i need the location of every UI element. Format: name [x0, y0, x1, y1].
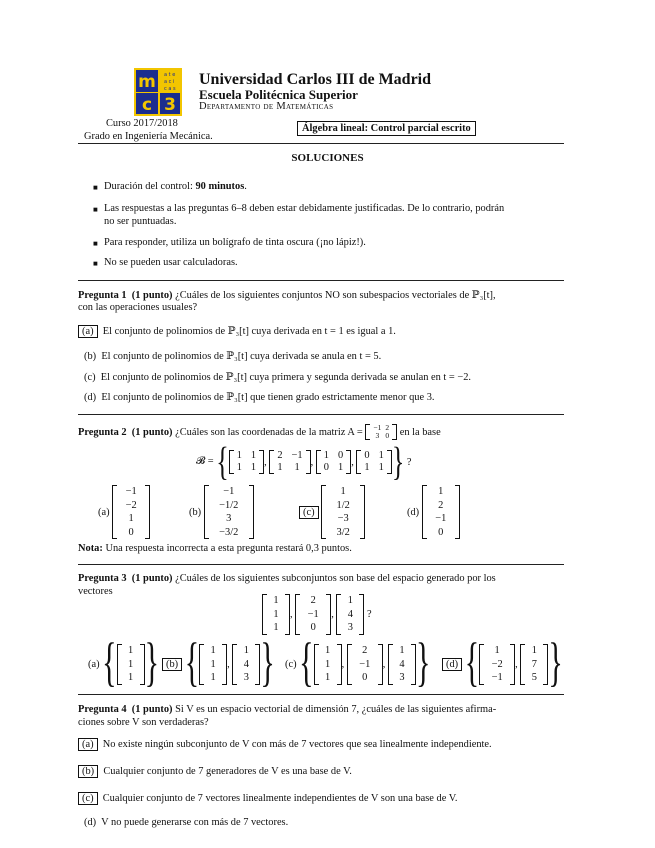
q1-option-d[interactable]: (d) El conjunto de polinomios de ℙ₃[t] que tienen grado estrictamente menor que 3. — [84, 392, 435, 403]
bullet-icon: ■ — [93, 205, 98, 214]
q4-option-a[interactable]: (a) No existe ningún subconjunto de V con más de 7 vectores que sea linealmente independiente. — [78, 739, 492, 750]
q2-option-d[interactable]: (d) 1 2 −1 0 — [407, 485, 460, 539]
school-name: Escuela Politécnica Superior — [199, 87, 358, 102]
basis-matrix: 1 0 0 1 — [316, 450, 351, 474]
q2-statement: Pregunta 2 (1 punto) ¿Cuáles son las coordenadas de la matriz A = −1 2 3 0 en la base — [78, 423, 441, 440]
q1-statement: Pregunta 1 (1 punto) ¿Cuáles de los siguientes conjuntos NO son subespacios vectoriales de ℙ₃[t], — [78, 290, 496, 301]
university-name: Universidad Carlos III de Madrid — [199, 71, 432, 88]
basis-matrix: 1 1 1 1 — [229, 450, 264, 474]
q1-statement-cont: con las operaciones usuales? — [78, 302, 198, 313]
basis-matrix: 2 −1 1 1 — [269, 450, 310, 474]
q4-option-b[interactable]: (b) Cualquier conjunto de 7 generadores de V es una base de V. — [78, 766, 352, 777]
bullet-icon: ■ — [93, 239, 98, 248]
q3-statement-cont: vectores — [78, 586, 113, 597]
matrix-A: −1 2 3 0 — [365, 424, 397, 440]
q3-option-c[interactable]: (c) { 1 1 1 , 2 −1 0 , 1 4 3 } — [285, 633, 431, 694]
basis-matrix: 0 1 1 1 — [356, 450, 391, 474]
q2-option-c[interactable]: (c) 1 1/2 −3 3/2 — [299, 485, 365, 539]
instruction-pen: Para responder, utiliza un bolígrafo de tinta oscura (¡no lápiz!). — [104, 237, 366, 248]
q3-option-a[interactable]: (a) { 1 1 1 } — [88, 633, 159, 694]
degree-name: Grado en Ingeniería Mecánica. — [84, 131, 213, 142]
q1-option-b[interactable]: (b) El conjunto de polinomios de ℙ₃[t] cuya derivada se anula en t = 5. — [84, 351, 382, 362]
q4-statement: Pregunta 4 (1 punto) Si V es un espacio vectorial de dimensión 7, ¿cuáles de las siguientes afirma- — [78, 704, 497, 715]
bullet-icon: ■ — [93, 259, 98, 268]
instruction-duration: Duración del control: 90 minutos. — [104, 181, 247, 192]
q4-option-c[interactable]: (c) Cualquier conjunto de 7 vectores linealmente independientes de V son una base de V. — [78, 793, 457, 804]
q2-divider — [78, 414, 564, 415]
svg-text:a t e: a t e — [164, 72, 176, 78]
q3-option-d[interactable]: (d) { 1 −2 −1 , 1 7 5 } — [442, 644, 563, 685]
q4-option-d[interactable]: (d) V no puede generarse con más de 7 vectores. — [84, 817, 289, 828]
svg-text:3: 3 — [164, 95, 176, 115]
q4-divider — [78, 694, 564, 695]
q1-option-c[interactable]: (c) El conjunto de polinomios de ℙ₃[t] cuya primera y segunda derivada se anulan en t = −2. — [84, 372, 472, 383]
q3-statement: Pregunta 3 (1 punto) ¿Cuáles de los siguientes subconjuntos son base del espacio generado por los — [78, 573, 496, 584]
svg-text:c: c — [141, 95, 153, 115]
instruction-justify-cont: no ser puntuadas. — [104, 216, 177, 227]
q2-note: Nota: Una respuesta incorrecta a esta pregunta restará 0,3 puntos. — [78, 543, 352, 554]
q2-basis: 𝓑 = { 1 1 1 1 , 2 −1 1 1 , 1 0 0 1 , 0 1 1 1 } ? — [196, 438, 412, 484]
q3-vectors: 1 1 1 , 2 −1 0 , 1 4 3 ? — [262, 594, 372, 635]
header-divider — [78, 143, 564, 144]
bullet-icon: ■ — [93, 183, 98, 192]
instruction-calculators: No se pueden usar calculadoras. — [104, 257, 238, 268]
instruction-justify: Las respuestas a las preguntas 6–8 deben estar debidamente justificadas. De lo contrario, podrán — [104, 203, 505, 214]
course-year: Curso 2017/2018 — [106, 118, 178, 129]
q2-option-a[interactable]: (a) −1 −2 1 0 — [98, 485, 150, 539]
q1-option-a[interactable]: (a) El conjunto de polinomios de ℙ₃[t] cuya derivada en t = 1 es igual a 1. — [78, 325, 396, 337]
q3-option-b[interactable]: (b) { 1 1 1 , 1 4 3 } — [162, 644, 275, 685]
q3-divider — [78, 564, 564, 565]
university-logo — [134, 68, 182, 116]
solutions-title: SOLUCIONES — [291, 152, 364, 164]
q4-statement-cont: ciones sobre V son verdaderas? — [78, 717, 209, 728]
svg-text:a c i: a c i — [164, 79, 175, 85]
exam-title: Álgebra lineal: Control parcial escrito — [297, 121, 476, 136]
svg-text:c a s: c a s — [164, 86, 176, 92]
q1-divider — [78, 280, 564, 281]
q2-option-b[interactable]: (b) −1 −1/2 3 −3/2 — [189, 485, 254, 539]
svg-text:m: m — [138, 72, 156, 92]
department-name: Departamento de Matemáticas — [199, 101, 334, 112]
